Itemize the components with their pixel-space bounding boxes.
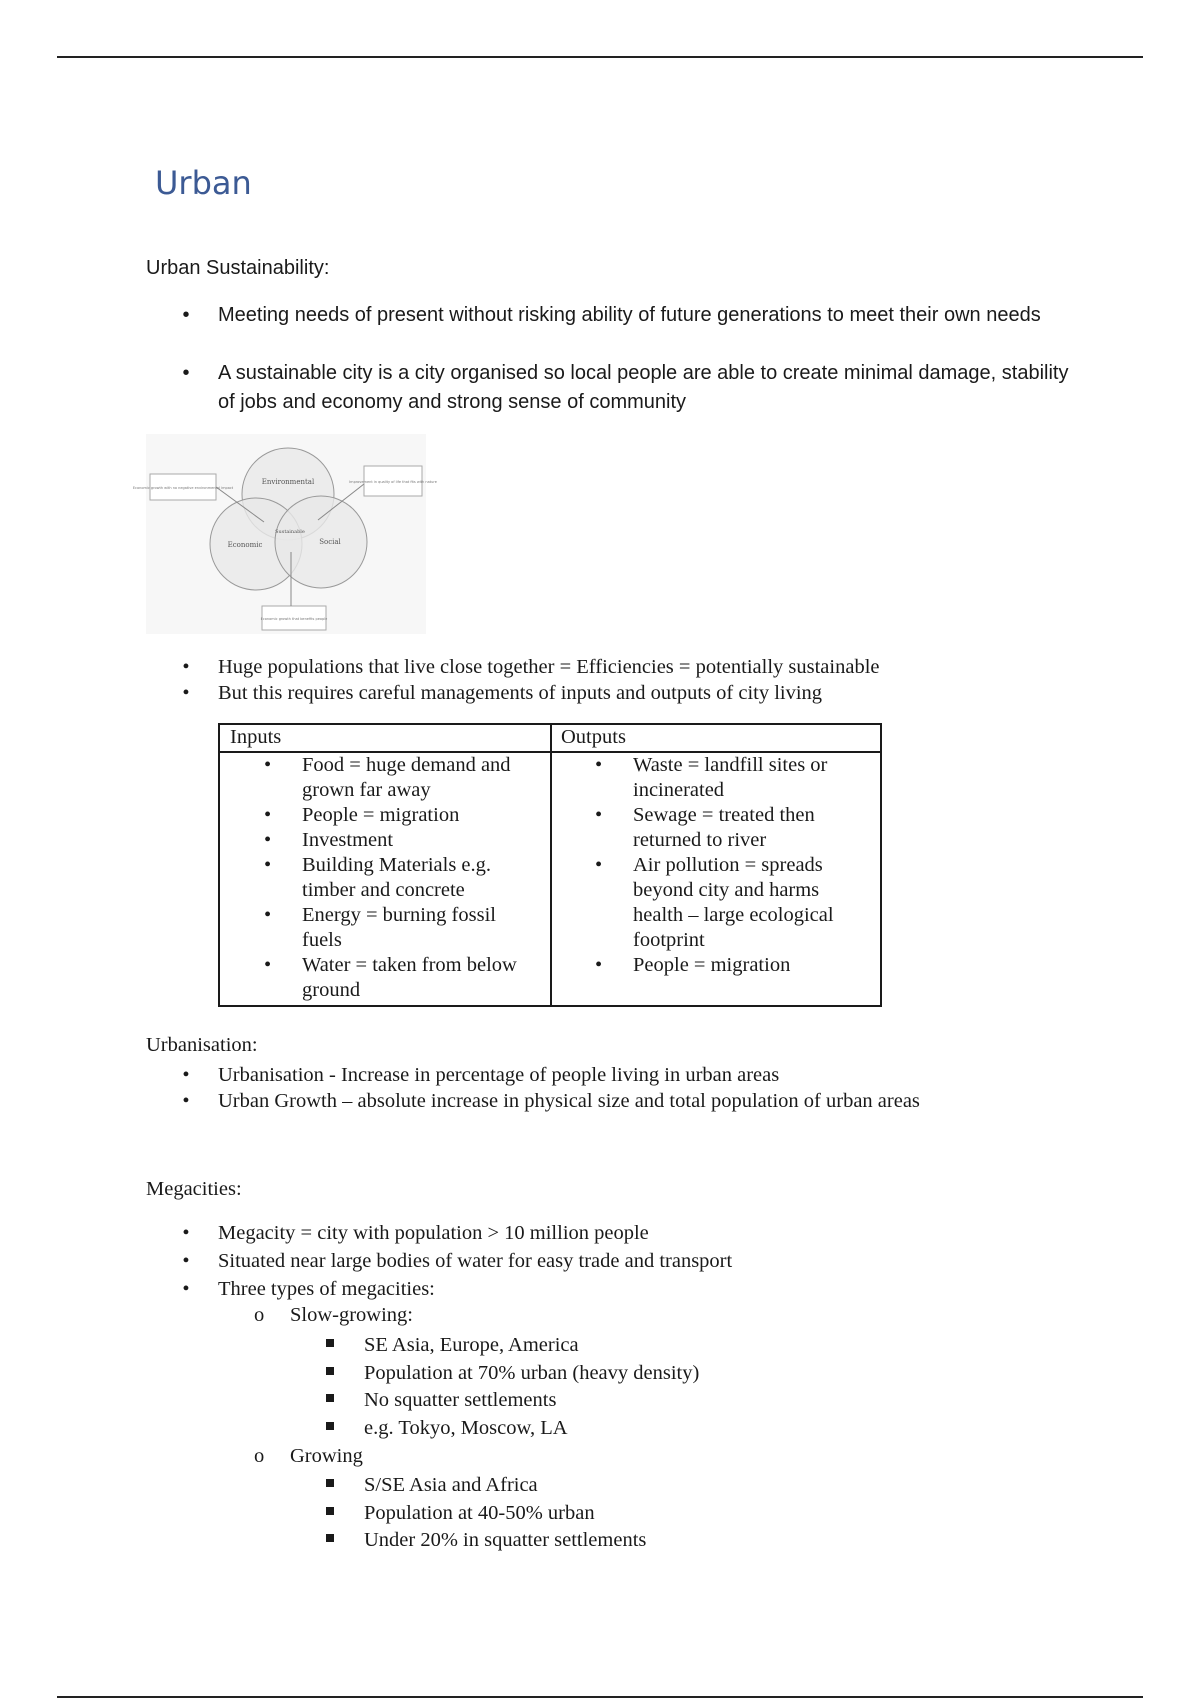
bullet-icon: • [595,804,603,826]
circle-bullet-icon: o [254,1445,265,1467]
list-item: • Meeting needs of present without risking ability of future generations to meet their own needs [180,301,1080,357]
square-bullet-icon [326,1479,334,1487]
bullet-icon: • [264,829,272,851]
label-economic: Economic [227,541,263,549]
bullet-icon: • [182,656,190,678]
footer-rule [57,1696,1143,1698]
bullet-icon: • [182,1222,190,1244]
list-item: • Megacity = city with population > 10 million people [180,1220,1080,1246]
section-heading-megacities: Megacities: [146,1178,242,1200]
bullet-icon: • [595,754,603,776]
header-rule [57,56,1143,58]
section-heading-urbanisation: Urbanisation: [146,1034,258,1056]
square-bullet-icon [326,1507,334,1515]
bullet-icon: • [264,754,272,776]
callout-text-social-environmental: Improvement in quality of life that fits with nature [349,480,437,484]
bullet-icon: • [182,1090,190,1112]
inputs-outputs-table: Inputs Outputs • Food = huge demand and grown far away • People = migration • Investment • Building Materials e.g. timber and concrete • Energy = burning fossil fuels • Water = taken from below ground • Waste = landfill sites or incinerated • Sewage = treated then returned to river • Air pollution = spreads beyond city and harms health – large ecological footprint • People = migration [218,723,882,1007]
table-divider [550,725,552,1005]
page-title: Urban [155,164,252,202]
list-item: • Huge populations that live close together = Efficiencies = potentially sustainable [180,654,1080,680]
bullet-icon: • [264,854,272,876]
label-environmental: Environmental [261,478,315,486]
list-item: • Situated near large bodies of water for easy trade and transport [180,1248,1080,1274]
callout-text-economic-environmental: Economic growth with no negative environmental impact [132,486,234,490]
bullet-icon: • [182,1064,190,1086]
bullet-icon: • [182,682,190,704]
bullet-icon: • [595,954,603,976]
list-item: • A sustainable city is a city organised so local people are able to create minimal damage, stability of jobs and economy and strong sense of community [180,359,1080,415]
section-heading-sustainability: Urban Sustainability: [146,257,330,279]
bullet-icon: • [182,304,190,326]
table-header-outputs: Outputs [561,726,626,748]
label-social: Social [319,538,341,546]
square-bullet-icon [326,1394,334,1402]
list-item: • But this requires careful managements of inputs and outputs of city living [180,680,1080,706]
bullet-icon: • [182,1278,190,1300]
callout-text-economic-social: Economic growth that benefits people [260,617,328,621]
bullet-icon: • [264,804,272,826]
bullet-icon: • [264,954,272,976]
list-item: • Urbanisation - Increase in percentage of people living in urban areas [180,1062,1080,1088]
table-header-inputs: Inputs [230,726,282,748]
bullet-icon: • [182,1250,190,1272]
square-bullet-icon [326,1422,334,1430]
list-item: • Three types of megacities: [180,1276,1080,1302]
circle-bullet-icon: o [254,1304,265,1326]
square-bullet-icon [326,1534,334,1542]
bullet-icon: • [595,854,603,876]
bullet-icon: • [264,904,272,926]
square-bullet-icon [326,1339,334,1347]
label-sustainable: Sustainable [275,529,305,535]
square-bullet-icon [326,1367,334,1375]
list-item: • Urban Growth – absolute increase in physical size and total population of urban areas [180,1088,1080,1114]
sustainability-venn-diagram [132,434,437,634]
bullet-icon: • [182,362,190,384]
